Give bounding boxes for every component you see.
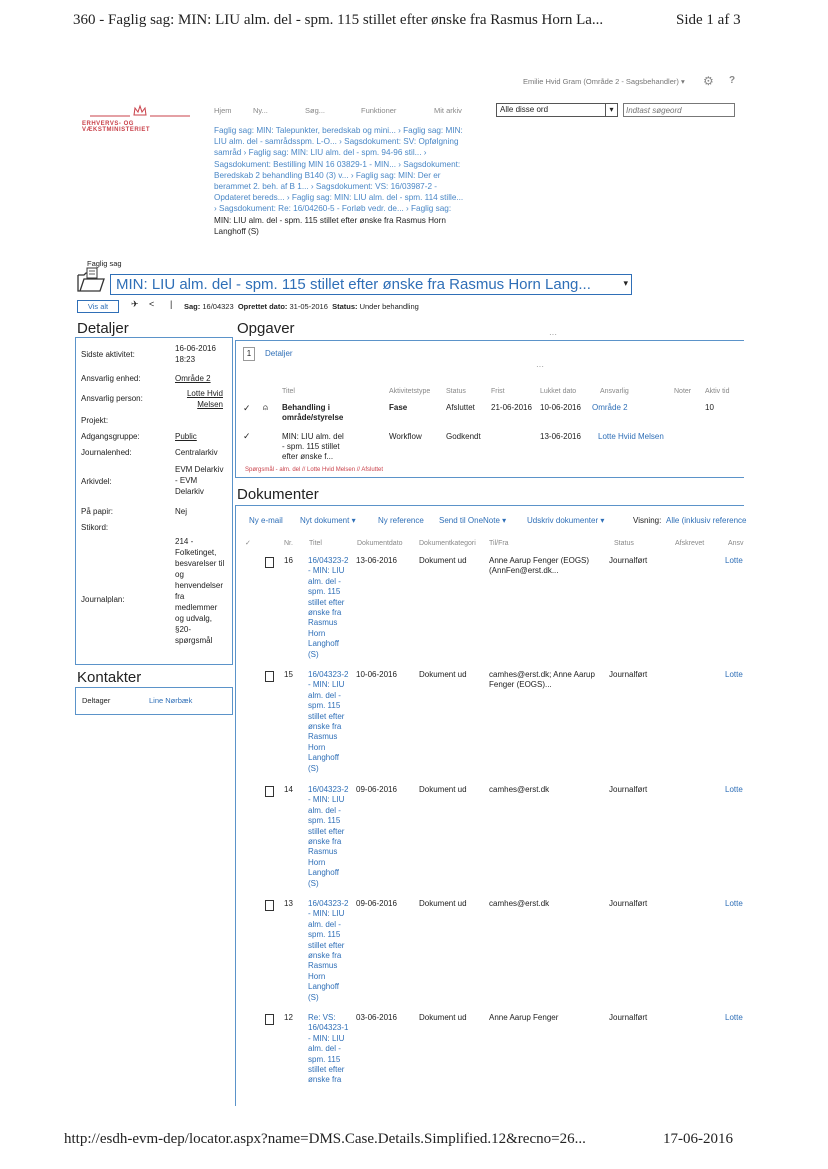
doc-number: 12 [284, 1013, 293, 1022]
check-icon: ✓ [243, 431, 251, 441]
doc-number: 16 [284, 556, 293, 565]
detail-value-link[interactable]: Lotte Hvid Melsen [186, 389, 223, 409]
gear-icon[interactable]: ⚙ [703, 74, 714, 88]
sag-label: Sag: [184, 302, 201, 311]
new-email-button[interactable]: Ny e-mail [249, 516, 283, 525]
status-label: Status: [332, 302, 358, 311]
breadcrumb-line[interactable]: Beredskab 2 behandling B140 (3) v... › Faglig sag: MIN: Der er [214, 170, 441, 180]
search-input[interactable] [623, 103, 735, 117]
detail-label: Journalenhed: [81, 448, 132, 457]
more-icon[interactable]: ··· [536, 362, 544, 371]
doc-category: Dokument ud [419, 899, 467, 908]
case-type-label: Faglig sag [87, 259, 122, 268]
document-icon [265, 557, 274, 568]
col-header[interactable]: Titel [282, 388, 295, 395]
doc-to-from: camhes@erst.dk [489, 785, 550, 794]
breadcrumb-current: MIN: LIU alm. del - spm. 115 stillet efter ønske fra Rasmus Horn [214, 215, 446, 225]
detail-value: 214 - Folketinget, besvarelser til og henvendelser fra medlemmer og udvalg, §20- spørgsmål [175, 537, 225, 645]
task-type: Workflow [389, 432, 422, 441]
case-title-box[interactable] [110, 274, 632, 295]
user-menu[interactable]: Emilie Hvid Gram (Område 2 - Sagsbehandler) ▾ [523, 77, 685, 86]
details-title: Detaljer [77, 320, 129, 337]
doc-title[interactable]: Re: VS: 16/04323-1 - MIN: LIU alm. del - spm. 115 stillet efter ønske fra [308, 1013, 349, 1085]
doc-date: 09-06-2016 [356, 785, 397, 794]
col-header[interactable]: Afskrevet [675, 540, 705, 547]
task-responsible[interactable]: Område 2 [592, 403, 628, 412]
divider: | [170, 299, 173, 309]
doc-responsible[interactable]: Lotte [725, 785, 743, 794]
doc-category: Dokument ud [419, 785, 467, 794]
doc-responsible[interactable]: Lotte [725, 670, 743, 679]
col-header[interactable]: Status [446, 388, 466, 395]
contacts-title: Kontakter [77, 669, 142, 686]
contact-role: Deltager [82, 696, 111, 705]
menu-home[interactable]: Hjem [214, 106, 232, 115]
task-status: Godkendt [446, 432, 481, 441]
case-title: MIN: LIU alm. del - spm. 115 stillet efter ønske fra Rasmus Horn Lang... [116, 276, 591, 293]
search-scope-select[interactable] [496, 103, 618, 117]
menu-functions[interactable]: Funktioner [361, 106, 397, 115]
breadcrumb [214, 125, 514, 237]
pin-icon[interactable]: ✈ [131, 299, 139, 309]
breadcrumb-line[interactable]: samråd › Faglig sag: MIN: LIU alm. del - spm. 94-96 stil... › [214, 148, 427, 158]
col-header[interactable]: Ansvarlig [600, 388, 629, 395]
task-active-time: 10 [705, 403, 714, 412]
new-reference-button[interactable]: Ny reference [378, 516, 424, 525]
check-icon: ✓ [243, 403, 251, 413]
help-icon[interactable]: ? [729, 75, 736, 86]
document-icon [265, 900, 274, 911]
attachment-icon: ⍝ [263, 403, 268, 412]
col-header[interactable]: Titel [309, 540, 322, 547]
folder-icon [76, 267, 106, 293]
breadcrumb-line[interactable]: LIU alm. del - samrådsspm. L-O... › Sagsdokument: SV: Opfølgning [214, 137, 459, 147]
detail-label: På papir: [81, 507, 114, 516]
task-responsible[interactable]: Lotte Hviid Melsen [598, 432, 664, 441]
sag-value: 16/04323 [202, 302, 234, 311]
doc-title[interactable]: 16/04323-2 - MIN: LIU alm. del - spm. 115 stillet efter ønske fra Rasmus Horn Langhoff (S) [308, 785, 349, 888]
detail-value-link[interactable]: Område 2 [175, 374, 211, 383]
share-icon[interactable]: < [149, 299, 155, 309]
doc-title[interactable]: 16/04323-2 - MIN: LIU alm. del - spm. 115 stillet efter ønske fra Rasmus Horn Langhoff (S) [308, 556, 349, 659]
tab-details[interactable]: Detaljer [265, 349, 293, 358]
detail-value: Centralarkiv [175, 448, 218, 457]
case-meta [184, 302, 419, 311]
breadcrumb-line[interactable]: berammet 2. beh. af B 1... › Sagsdokument: VS: 16/03987-2 - [214, 182, 438, 192]
detail-label: Arkivdel: [81, 477, 112, 486]
detail-label: Journalplan: [81, 595, 125, 604]
show-all-button[interactable]: Vis alt [77, 300, 119, 313]
crown-emblem-icon [80, 100, 200, 122]
document-icon [265, 1014, 274, 1025]
doc-status: Journalført [609, 1013, 648, 1022]
col-header[interactable]: Til/Fra [489, 540, 509, 547]
view-select[interactable]: Alle (inklusiv reference [666, 516, 747, 525]
col-header[interactable]: Noter [674, 388, 692, 395]
breadcrumb-line[interactable]: Sagsdokument: Bestilling MIN 16 03829-1 - MIN... › Sagsdokument: [214, 159, 461, 169]
detail-label: Projekt: [81, 416, 109, 425]
doc-to-from: camhes@erst.dk [489, 899, 550, 908]
doc-date: 09-06-2016 [356, 899, 397, 908]
col-header[interactable]: Nr. [284, 540, 293, 547]
chevron-down-icon[interactable]: ▾ [623, 278, 628, 288]
task-title[interactable]: MIN: LIU alm. del - spm. 115 stillet efter ønske f... [282, 432, 344, 461]
tasks-title: Opgaver [237, 320, 295, 337]
detail-value: Nej [175, 507, 188, 516]
doc-date: 03-06-2016 [356, 1013, 397, 1022]
breadcrumb-line[interactable]: › Sagsdokument: Re: 16/04260-5 - Forløb vedr. de... › Faglig sag: [214, 204, 452, 214]
menu-my-archive[interactable]: Mit arkiv [434, 106, 462, 115]
doc-category: Dokument ud [419, 1013, 467, 1022]
status-value: Under behandling [359, 302, 419, 311]
task-title[interactable]: Behandling i område/styrelse [282, 403, 344, 422]
doc-to-from: Anne Aarup Fenger (EOGS) (AnnFen@erst.dk... [489, 556, 590, 576]
col-header[interactable]: Aktiv tid [705, 388, 730, 395]
chevron-down-icon: ▾ [605, 104, 617, 116]
doc-status: Journalført [609, 899, 648, 908]
detail-label: Ansvarlig enhed: [81, 374, 141, 383]
col-header[interactable]: Aktivitetstype [389, 388, 431, 395]
contact-name[interactable]: Line Nørbæk [149, 696, 193, 705]
col-header[interactable]: Dokumentkategori [419, 540, 476, 547]
task-status: Afsluttet [446, 403, 475, 412]
detail-value: 16-06-2016 18:23 [175, 344, 216, 364]
send-to-onenote-button[interactable]: Send til OneNote ▾ [439, 516, 507, 525]
breadcrumb-line[interactable]: Opdateret bereds... › Faglig sag: MIN: LIU alm. del - spm. 114 stille... [214, 193, 464, 203]
search-scope-value: Alle disse ord [500, 105, 549, 114]
doc-title[interactable]: 16/04323-2 - MIN: LIU alm. del - spm. 115 stillet efter ønske fra Rasmus Horn Langhoff (S) [308, 670, 349, 773]
created-value: 31-05-2016 [289, 302, 328, 311]
print-footer-date: 17-06-2016 [663, 1131, 733, 1147]
col-header[interactable]: Frist [491, 388, 505, 395]
doc-title[interactable]: 16/04323-2 - MIN: LIU alm. del - spm. 115 stillet efter ønske fra Rasmus Horn Langhoff (S) [308, 899, 349, 1002]
breadcrumb-current: Langhoff (S) [214, 226, 259, 236]
print-footer-url: http://esdh-evm-dep/locator.aspx?name=DMS.Case.Details.Simplified.12&recno=26... [64, 1131, 586, 1147]
doc-date: 13-06-2016 [356, 556, 397, 565]
detail-value-link[interactable]: Public [175, 432, 197, 441]
check-icon: ✓ [245, 540, 251, 547]
task-footnote[interactable]: Spørgsmål - alm. del // Lotte Hvid Melsen // Afsluttet [245, 467, 384, 473]
detail-label: Sidste aktivitet: [81, 350, 135, 359]
detail-label: Stikord: [81, 523, 109, 532]
menu-new[interactable]: Ny... [253, 106, 268, 115]
doc-category: Dokument ud [419, 670, 467, 679]
breadcrumb-line[interactable]: Faglig sag: MIN: Talepunkter, beredskab og mini... › Faglig sag: MIN: [214, 126, 463, 135]
doc-to-from: camhes@erst.dk; Anne Aarup Fenger (EOGS)... [489, 670, 595, 690]
detail-value: EVM Delarkiv - EVM Delarkiv [175, 465, 224, 496]
col-header[interactable]: Dokumentdato [357, 540, 403, 547]
new-document-button[interactable]: Nyt dokument ▾ [300, 516, 356, 525]
documents-title: Dokumenter [237, 486, 319, 503]
task-type: Fase [389, 403, 408, 412]
task-closed: 10-06-2016 [540, 403, 581, 412]
print-header-title: 360 - Faglig sag: MIN: LIU alm. del - spm. 115 stillet efter ønske fra Rasmus Horn La... [73, 12, 604, 28]
print-documents-button[interactable]: Udskriv dokumenter ▾ [527, 516, 605, 525]
col-header[interactable]: Lukket dato [540, 388, 577, 395]
doc-date: 10-06-2016 [356, 670, 397, 679]
task-count-badge: 1 [243, 347, 255, 361]
doc-status: Journalført [609, 670, 648, 679]
doc-status: Journalført [609, 785, 648, 794]
created-label: Oprettet dato: [237, 302, 288, 311]
more-icon[interactable]: ··· [549, 330, 557, 339]
doc-status: Journalført [609, 556, 648, 565]
document-icon [265, 786, 274, 797]
task-due: 21-06-2016 [491, 403, 532, 412]
doc-responsible[interactable]: Lotte [725, 899, 743, 908]
document-icon [265, 671, 274, 682]
detail-label: Ansvarlig person: [81, 394, 143, 403]
detail-label: Adgangsgruppe: [81, 432, 140, 441]
print-header-page: Side 1 af 3 [676, 12, 741, 28]
doc-to-from: Anne Aarup Fenger [489, 1013, 559, 1022]
menu-search[interactable]: Søg... [305, 106, 326, 115]
view-label: Visning: [633, 516, 662, 525]
col-header[interactable]: Ansv [728, 540, 744, 547]
task-closed: 13-06-2016 [540, 432, 581, 441]
doc-number: 13 [284, 899, 293, 908]
logo-text: ERHVERVS- OG VÆKSTMINISTERIET [82, 121, 151, 133]
logo[interactable] [80, 100, 200, 140]
doc-responsible[interactable]: Lotte [725, 556, 743, 565]
doc-category: Dokument ud [419, 556, 467, 565]
doc-number: 14 [284, 785, 293, 794]
doc-number: 15 [284, 670, 293, 679]
doc-responsible[interactable]: Lotte [725, 1013, 743, 1022]
col-header[interactable]: Status [614, 540, 634, 547]
